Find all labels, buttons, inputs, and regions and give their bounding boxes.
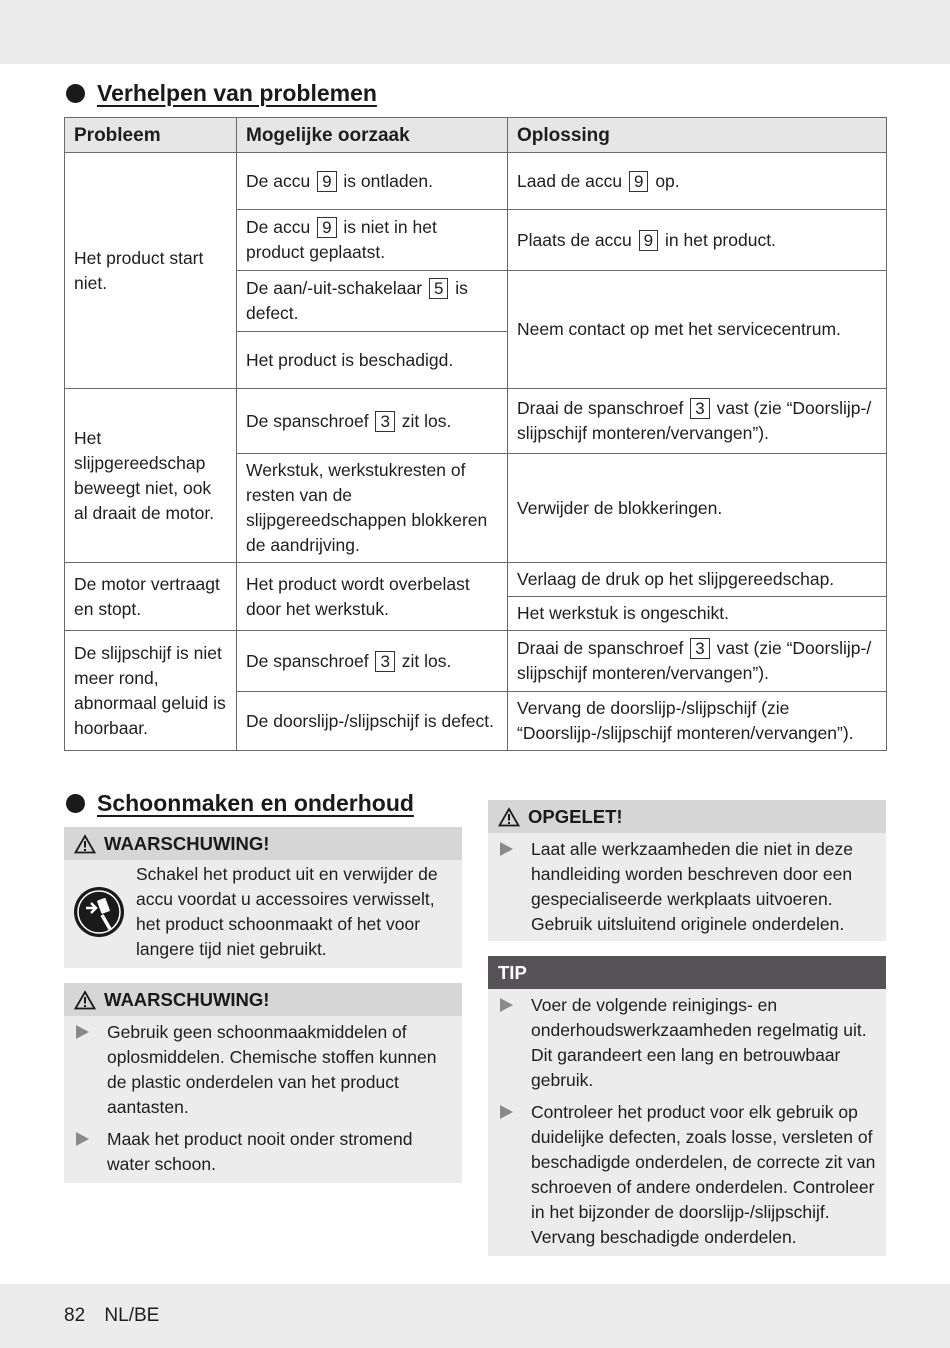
- part-ref: 3: [690, 638, 709, 659]
- solution-cell: Vervang de doorslijp-/slijpschijf (zie “Doorslijp-/slijpschijf monteren/vervangen”).: [508, 692, 887, 751]
- problem-cell: Het slijpgereedschap beweegt niet, ook al draait de motor.: [65, 389, 237, 563]
- bullet-dot-icon: [66, 84, 85, 103]
- part-ref: 3: [375, 411, 394, 432]
- solution-cell: Draai de spanschroef 3 vast (zie “Doorslijp-/ slijpschijf monteren/vervangen”).: [508, 389, 887, 454]
- problem-cell: De slijpschijf is niet meer rond, abnormaal geluid is hoorbaar.: [65, 631, 237, 751]
- solution-cell: Draai de spanschroef 3 vast (zie “Doorslijp-/ slijpschijf monteren/vervangen”).: [508, 631, 887, 692]
- table-row: [65, 153, 887, 210]
- cause-cell: De spanschroef 3 zit los.: [237, 631, 508, 692]
- tip-header: [488, 956, 886, 989]
- cause-cell: De doorslijp-/slijpschijf is defect.: [237, 692, 508, 751]
- warning-title: WAARSCHUWING!: [104, 988, 270, 1010]
- cause-cell: De accu 9 is niet in het product geplaatst.: [237, 210, 508, 271]
- column-header: Mogelijke oorzaak: [237, 118, 508, 153]
- cleaning-heading: [66, 790, 414, 817]
- part-ref: 3: [690, 398, 709, 419]
- triangle-bullet-icon: [76, 1132, 89, 1146]
- part-ref: 9: [639, 230, 658, 251]
- caution-box: [488, 800, 886, 941]
- list-item: Maak het product nooit onder stromend water schoon.: [76, 1127, 452, 1177]
- triangle-bullet-icon: [500, 842, 513, 856]
- warning-header: [64, 983, 462, 1016]
- warning-triangle-icon: [74, 834, 96, 854]
- troubleshooting-title: Verhelpen van problemen: [97, 80, 377, 106]
- cause-cell: De spanschroef 3 zit los.: [237, 389, 508, 454]
- column-header: Probleem: [65, 118, 237, 153]
- warning-triangle-icon: [74, 990, 96, 1010]
- page-number: 82: [64, 1305, 86, 1326]
- tip-title: TIP: [498, 961, 527, 983]
- tip-box: [488, 956, 886, 1256]
- table-row: [65, 631, 887, 692]
- table-header-row: [65, 118, 887, 153]
- page-locale: NL/BE: [104, 1305, 160, 1326]
- page-footer: [64, 1305, 173, 1327]
- cause-cell: Het product wordt overbelast door het werkstuk.: [237, 563, 508, 631]
- triangle-bullet-icon: [76, 1025, 89, 1039]
- triangle-bullet-icon: [500, 998, 513, 1012]
- warning-text: Schakel het product uit en verwijder de accu voordat u accessoires verwisselt, het product schoonmaakt of het voor langere tijd niet gebruikt.: [136, 864, 438, 959]
- part-ref: 3: [375, 651, 394, 672]
- solution-cell: Laad de accu 9 op.: [508, 153, 887, 210]
- warning-box-cleaning-agents: [64, 983, 462, 1183]
- bullet-dot-icon: [66, 794, 85, 813]
- part-ref: 9: [317, 217, 336, 238]
- solution-cell: Verlaag de druk op het slijpgereedschap.: [508, 563, 887, 597]
- warning-triangle-icon: [498, 807, 520, 827]
- part-ref: 9: [317, 171, 336, 192]
- caution-header: [488, 800, 886, 833]
- solution-cell: Neem contact op met het servicecentrum.: [508, 271, 887, 389]
- problem-cell: De motor vertraagt en stopt.: [65, 563, 237, 631]
- warning-title: WAARSCHUWING!: [104, 832, 270, 854]
- top-band: [0, 0, 950, 64]
- troubleshooting-table: [64, 117, 887, 751]
- problem-cell: Het product start niet.: [65, 153, 237, 389]
- list-item: Controleer het product voor elk gebruik op duidelijke defecten, zoals losse, versleten of beschadigde onderdelen, de correcte zit van schroeven of andere onderdelen. Controleer in het bijzonder de doorslijp-/slijpschijf. Vervang beschadigde onderdelen.: [500, 1100, 878, 1250]
- part-ref: 9: [629, 171, 648, 192]
- list-item: Gebruik geen schoonmaakmiddelen of oplosmiddelen. Chemische stoffen kunnen de plastic onderdelen van het product aantasten.: [76, 1020, 452, 1120]
- troubleshooting-heading: [66, 80, 377, 107]
- unplug-icon: [72, 885, 126, 939]
- solution-cell: Plaats de accu 9 in het product.: [508, 210, 887, 271]
- solution-cell: Verwijder de blokkeringen.: [508, 454, 887, 563]
- triangle-bullet-icon: [500, 1105, 513, 1119]
- caution-title: OPGELET!: [528, 805, 623, 827]
- warning-box-unplug: [64, 827, 462, 968]
- cause-cell: De accu 9 is ontladen.: [237, 153, 508, 210]
- column-header: Oplossing: [508, 118, 887, 153]
- cause-cell: Werkstuk, werkstukresten of resten van de slijpgereedschappen blokkeren de aandrijving.: [237, 454, 508, 563]
- warning-header: [64, 827, 462, 860]
- table-row: [65, 389, 887, 454]
- part-ref: 5: [429, 278, 448, 299]
- cleaning-title: Schoonmaken en onderhoud: [97, 790, 414, 816]
- cause-cell: Het product is beschadigd.: [237, 332, 508, 389]
- table-row: [65, 563, 887, 597]
- cause-cell: De aan/-uit-schakelaar 5 is defect.: [237, 271, 508, 332]
- solution-cell: Het werkstuk is ongeschikt.: [508, 597, 887, 631]
- list-item: Voer de volgende reinigings- en onderhoudswerkzaamheden regelmatig uit. Dit garandeert een lang en betrouwbaar gebruik.: [500, 993, 878, 1093]
- list-item: Laat alle werkzaamheden die niet in deze handleiding worden beschreven door een gespecialiseerde werkplaats uitvoeren. Gebruik uitsluitend originele onderdelen.: [500, 837, 876, 937]
